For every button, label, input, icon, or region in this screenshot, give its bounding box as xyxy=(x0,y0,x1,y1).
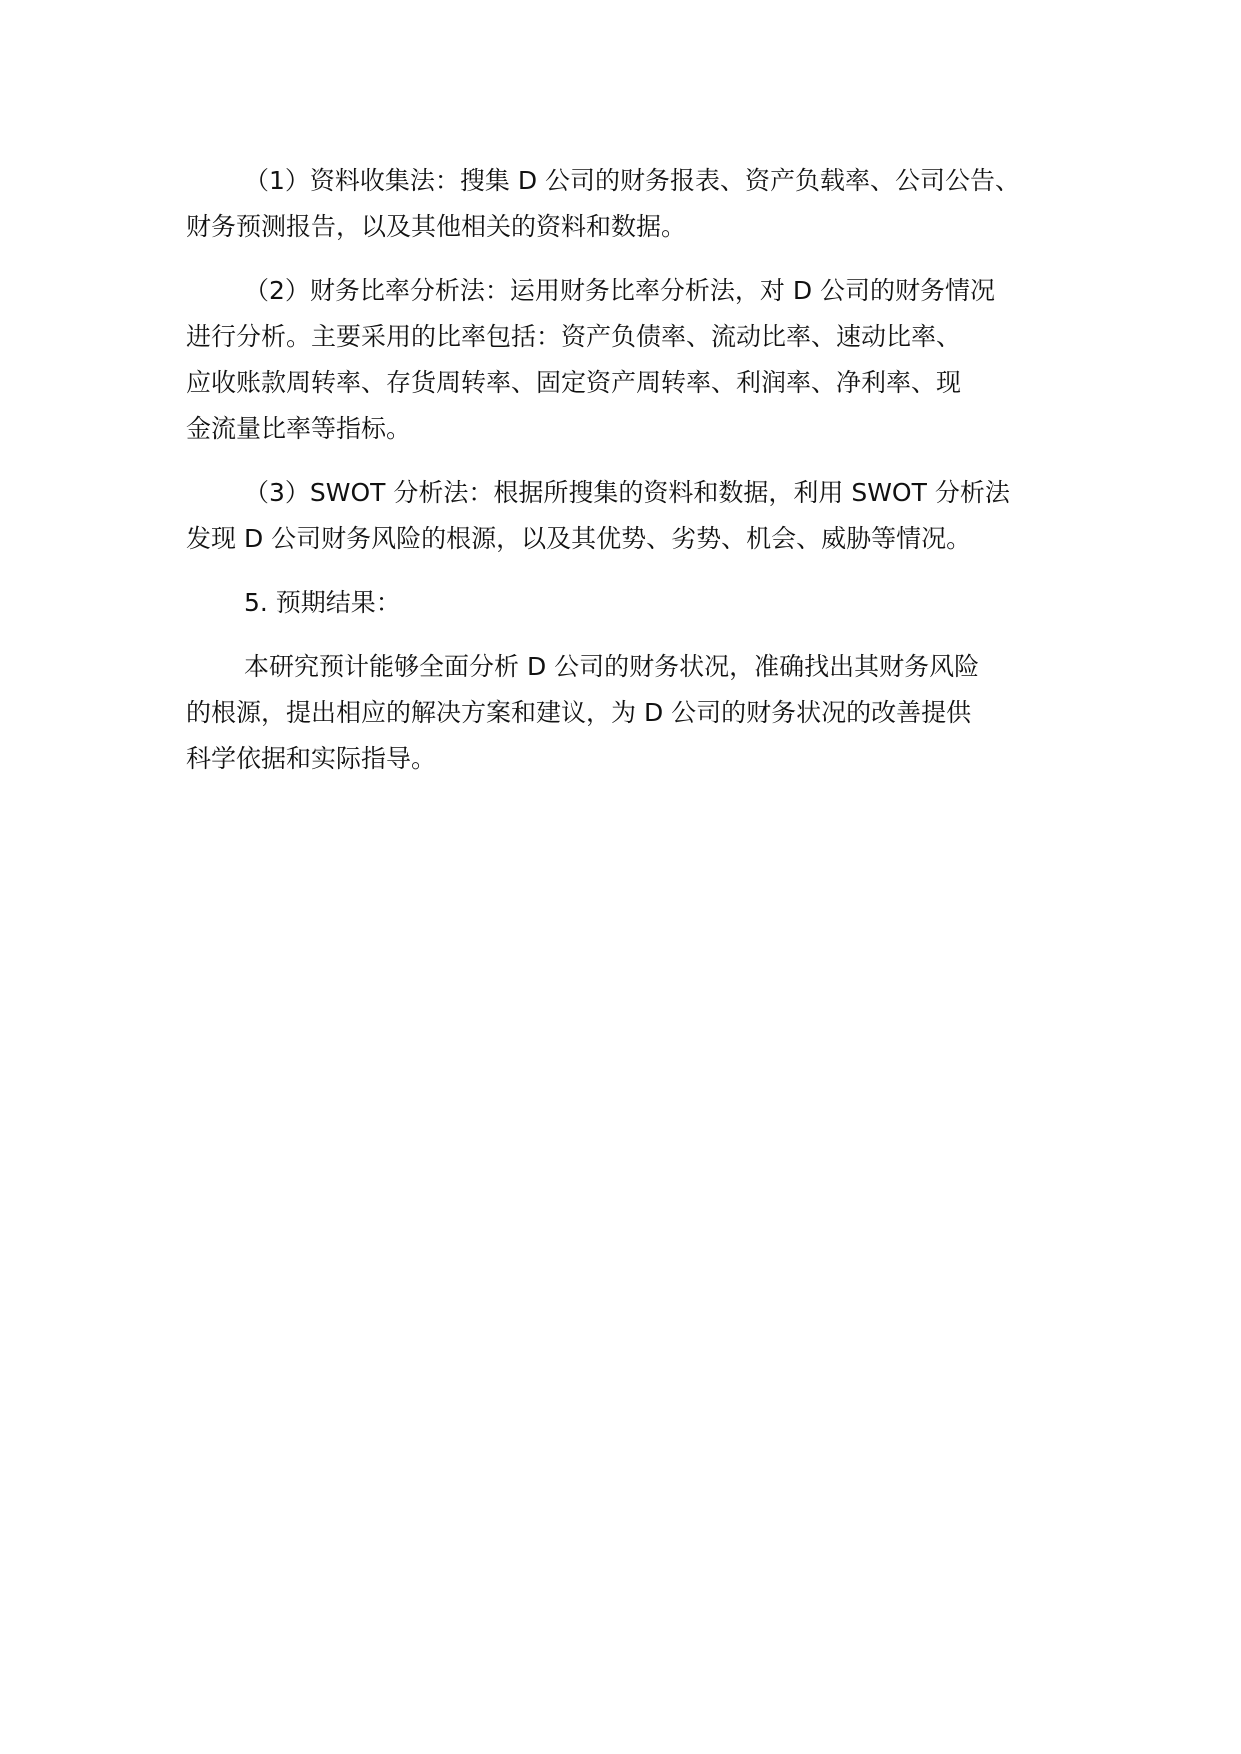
paragraph-line: （3）SWOT 分析法：根据所搜集的资料和数据，利用 SWOT 分析法 xyxy=(244,478,1010,507)
paragraph-ratio-analysis-method xyxy=(186,268,1066,452)
document-body xyxy=(186,158,1066,800)
paragraph-data-collection-method xyxy=(186,158,1066,250)
paragraph-line: 科学依据和实际指导。 xyxy=(186,744,437,773)
paragraph-line: 进行分析。主要采用的比率包括：资产负债率、流动比率、速动比率、 xyxy=(186,322,962,351)
paragraph-swot-method xyxy=(186,470,1066,562)
paragraph-line: 应收账款周转率、存货周转率、固定资产周转率、利润率、净利率、现 xyxy=(186,368,962,397)
section-heading-text: 5. 预期结果： xyxy=(244,588,401,617)
section-heading-expected-results xyxy=(186,580,1066,626)
paragraph-line: 财务预测报告，以及其他相关的资料和数据。 xyxy=(186,212,687,241)
paragraph-line: （1）资料收集法：搜集 D 公司的财务报表、资产负载率、公司公告、 xyxy=(244,166,1021,195)
paragraph-line: 的根源，提出相应的解决方案和建议，为 D 公司的财务状况的改善提供 xyxy=(186,698,972,727)
paragraph-line: （2）财务比率分析法：运用财务比率分析法，对 D 公司的财务情况 xyxy=(244,276,996,305)
paragraph-line: 发现 D 公司财务风险的根源，以及其优势、劣势、机会、威胁等情况。 xyxy=(186,524,972,553)
paragraph-line: 本研究预计能够全面分析 D 公司的财务状况，准确找出其财务风险 xyxy=(244,652,980,681)
paragraph-line: 金流量比率等指标。 xyxy=(186,414,412,443)
paragraph-expected-results xyxy=(186,644,1066,782)
